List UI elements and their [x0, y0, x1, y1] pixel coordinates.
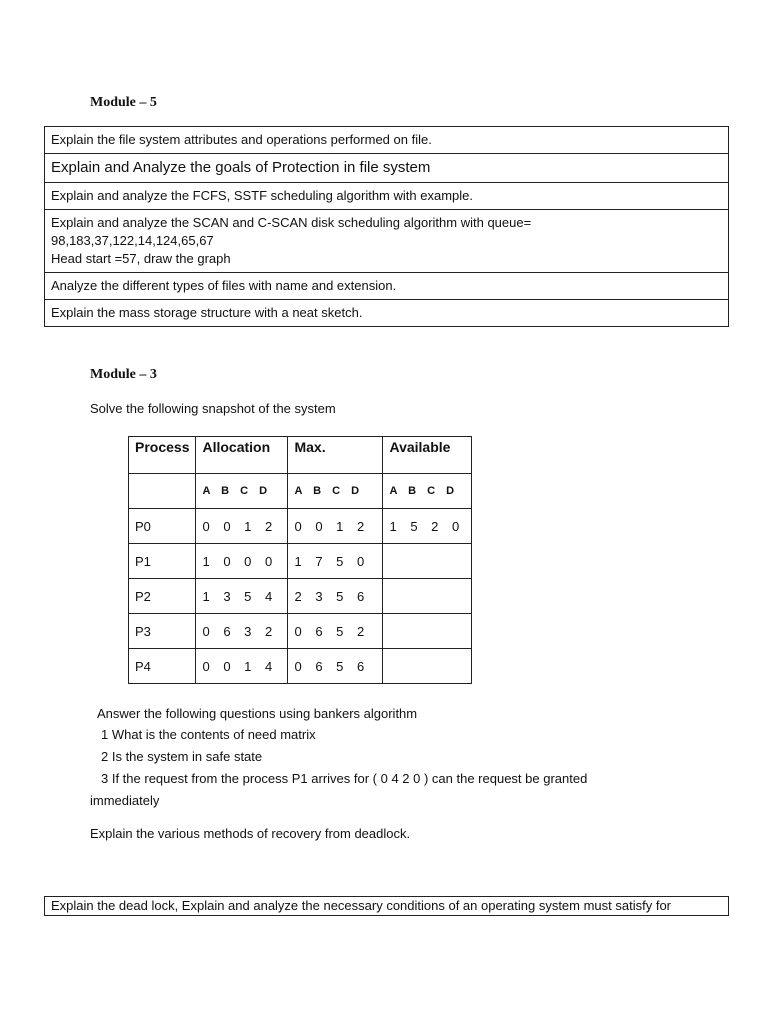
- max-cell: 0 0 1 2: [288, 509, 383, 544]
- bankers-header-row: [129, 437, 472, 474]
- question-1: 1 What is the contents of need matrix: [101, 727, 316, 742]
- question-cell: Explain and Analyze the goals of Protection in file system: [45, 154, 729, 183]
- table-row: [129, 614, 472, 649]
- module5-heading: Module – 5: [90, 95, 157, 110]
- question-cell: Explain the mass storage structure with a neat sketch.: [45, 300, 729, 327]
- process-cell: P2: [129, 579, 196, 614]
- allocation-cell: 0 0 1 2: [196, 509, 288, 544]
- subheader-cell: A B C D: [383, 474, 472, 509]
- table-row: [129, 579, 472, 614]
- recovery-question: Explain the various methods of recovery from deadlock.: [90, 826, 411, 841]
- process-cell: P0: [129, 509, 196, 544]
- question-line: Explain and analyze the SCAN and C-SCAN disk scheduling algorithm with queue=: [51, 215, 532, 230]
- question-row: [45, 273, 729, 300]
- header-process: Process: [129, 437, 196, 474]
- question-row: [45, 127, 729, 154]
- question-cell: Explain and analyze the FCFS, SSTF scheduling algorithm with example.: [45, 183, 729, 210]
- snapshot-intro: Solve the following snapshot of the system: [90, 401, 336, 416]
- question-row: [45, 183, 729, 210]
- bankers-subheader-row: [129, 474, 472, 509]
- question-cell: Analyze the different types of files with name and extension.: [45, 273, 729, 300]
- question-line: Head start =57, draw the graph: [51, 251, 231, 266]
- allocation-cell: 1 3 5 4: [196, 579, 288, 614]
- question-row: [45, 154, 729, 183]
- allocation-cell: 1 0 0 0: [196, 544, 288, 579]
- question-row: [45, 897, 729, 916]
- max-cell: 1 7 5 0: [288, 544, 383, 579]
- header-allocation: Allocation: [196, 437, 288, 474]
- max-cell: 2 3 5 6: [288, 579, 383, 614]
- process-cell: P1: [129, 544, 196, 579]
- available-cell: 1 5 2 0: [383, 509, 472, 544]
- process-cell: P4: [129, 649, 196, 684]
- question-row: [45, 300, 729, 327]
- allocation-cell: 0 6 3 2: [196, 614, 288, 649]
- answer-intro: Answer the following questions using bankers algorithm: [97, 706, 418, 721]
- table-row: [129, 544, 472, 579]
- question-cell: Explain the dead lock, Explain and analyze the necessary conditions of an operating system must satisfy for: [45, 897, 729, 916]
- process-cell: P3: [129, 614, 196, 649]
- available-cell: [383, 544, 472, 579]
- max-cell: 0 6 5 6: [288, 649, 383, 684]
- bankers-table: [128, 436, 472, 684]
- question-cell: [45, 210, 729, 273]
- bottom-question-table: [44, 896, 729, 916]
- question-cell: Explain the file system attributes and operations performed on file.: [45, 127, 729, 154]
- available-cell: [383, 579, 472, 614]
- module5-question-table: [44, 126, 729, 327]
- table-row: [129, 509, 472, 544]
- table-row: [129, 649, 472, 684]
- subheader-cell: [129, 474, 196, 509]
- allocation-cell: 0 0 1 4: [196, 649, 288, 684]
- question-row: [45, 210, 729, 273]
- question-3: 3 If the request from the process P1 arrives for ( 0 4 2 0 ) can the request be granted: [101, 771, 588, 786]
- subheader-cell: A B C D: [288, 474, 383, 509]
- question-line: 98,183,37,122,14,124,65,67: [51, 233, 214, 248]
- header-max: Max.: [288, 437, 383, 474]
- module3-heading: Module – 3: [90, 367, 157, 382]
- question-2: 2 Is the system in safe state: [101, 749, 263, 764]
- subheader-cell: A B C D: [196, 474, 288, 509]
- max-cell: 0 6 5 2: [288, 614, 383, 649]
- available-cell: [383, 614, 472, 649]
- question-3-continued: immediately: [90, 793, 160, 808]
- available-cell: [383, 649, 472, 684]
- header-available: Available: [383, 437, 472, 474]
